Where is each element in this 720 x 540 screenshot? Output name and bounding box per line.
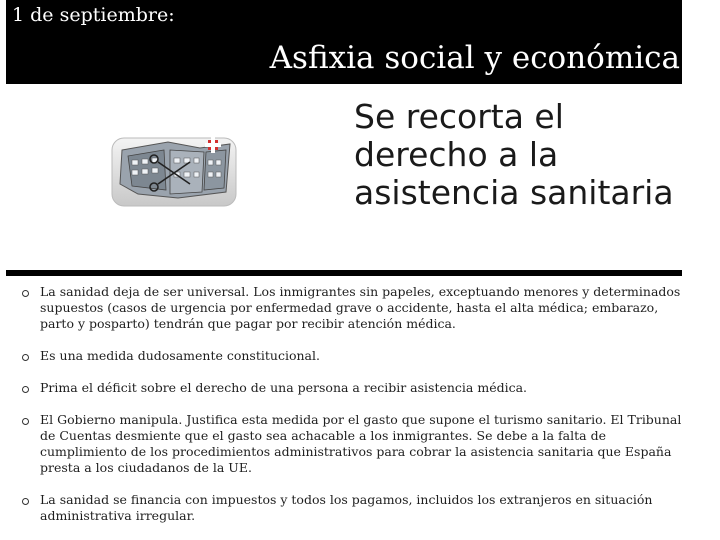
headline: Asfixia social y económica xyxy=(269,40,680,76)
bullet-icon xyxy=(22,418,29,425)
list-item xyxy=(22,492,682,524)
bullet-text: El Gobierno manipula. Justifica esta medida por el gasto que supone el turismo sanitario. El Tribunal de Cuentas desmiente que el gasto sea achacable a los inmigrantes. Se debe a la falta de cumplimiento de los procedimientos administrativos para cobrar la asistencia sanitaria que España presta a los ciudadanos de la UE. xyxy=(40,412,682,475)
bullet-icon xyxy=(22,498,29,505)
bullet-list xyxy=(22,284,682,540)
divider xyxy=(6,270,682,276)
date-label: 1 de septiembre: xyxy=(12,4,175,26)
bullet-text: Prima el déficit sobre el derecho de una persona a recibir asistencia médica. xyxy=(40,380,528,395)
bullet-icon xyxy=(22,290,29,297)
list-item xyxy=(22,412,682,476)
bullet-text: Es una medida dudosamente constitucional. xyxy=(40,348,320,363)
list-item xyxy=(22,380,682,396)
list-item xyxy=(22,348,682,364)
bullet-text: La sanidad deja de ser universal. Los inmigrantes sin papeles, exceptuando menores y determinados supuestos (casos de urgencia por enfermedad grave o accidente, hasta el alta médica; embarazo, parto y posparto) tendrán que pagar por recibir atención médica. xyxy=(40,284,681,331)
hospital-scissors-icon xyxy=(108,132,240,212)
header-bar xyxy=(6,0,682,84)
bullet-icon xyxy=(22,354,29,361)
bullet-text: La sanidad se financia con impuestos y todos los pagamos, incluidos los extranjeros en situación administrativa irregular. xyxy=(40,492,653,523)
bullet-icon xyxy=(22,386,29,393)
page-title: Se recorta el derecho a la asistencia sanitaria xyxy=(354,97,674,212)
list-item xyxy=(22,284,682,332)
